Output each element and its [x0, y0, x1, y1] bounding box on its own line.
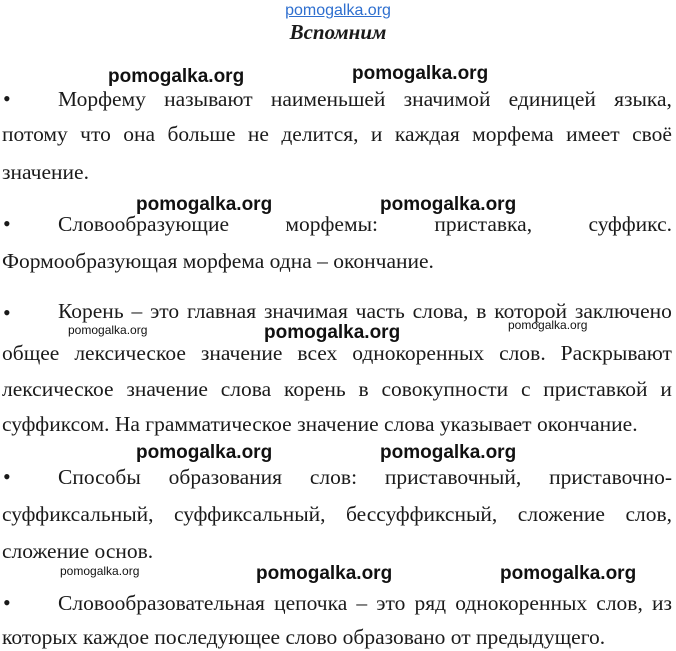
text-line: Способы образования слов: приставочный, приставочно- [58, 465, 672, 489]
text-line: потому что она больше не делится, и каждая морфема имеет своё [2, 122, 672, 146]
page-title: Вспомним [289, 20, 387, 44]
watermark: pomogalka.org [60, 564, 140, 578]
watermark: pomogalka.org [136, 442, 273, 463]
bullet-icon: • [3, 300, 11, 325]
site-header-link[interactable]: pomogalka.org [285, 2, 391, 19]
text-line: суффиксом. На грамматическое значение слова указывает окончание. [2, 412, 638, 436]
text-line: лексическое значение слова корень в совокупности с приставкой и [2, 377, 672, 401]
watermark: pomogalka.org [508, 318, 588, 332]
text-line: Формообразующая морфема одна – окончание. [2, 249, 434, 273]
bullet-icon: • [3, 464, 11, 489]
watermark: pomogalka.org [256, 563, 393, 584]
text-line: общее лексическое значение всех однокоренных слов. Раскрывают [2, 341, 672, 365]
watermark: pomogalka.org [380, 194, 517, 215]
text-line: Корень – это главная значимая часть слова, в которой заключено [58, 299, 672, 323]
text-line: Словообразующие морфемы: приставка, суффикс. [58, 212, 672, 236]
text-line: суффиксальный, суффиксальный, бессуффиксный, сложение слов, [2, 502, 672, 526]
text-line: Словообразовательная цепочка – это ряд однокоренных слов, из [58, 591, 672, 615]
text-line: Морфему называют наименьшей значимой единицей языка, [58, 87, 672, 111]
text-line: значение. [2, 160, 89, 184]
watermark: pomogalka.org [380, 442, 517, 463]
watermark: pomogalka.org [136, 194, 273, 215]
watermark: pomogalka.org [500, 563, 637, 584]
bullet-icon: • [3, 211, 11, 236]
watermark: pomogalka.org [68, 323, 148, 337]
watermark: pomogalka.org [352, 63, 489, 84]
bullet-icon: • [3, 590, 11, 615]
text-line: которых каждое последующее слово образовано от предыдущего. [2, 625, 606, 649]
text-line: сложение основ. [2, 539, 154, 563]
watermark: pomogalka.org [108, 66, 245, 87]
watermark: pomogalka.org [264, 322, 401, 343]
bullet-icon: • [3, 86, 11, 111]
